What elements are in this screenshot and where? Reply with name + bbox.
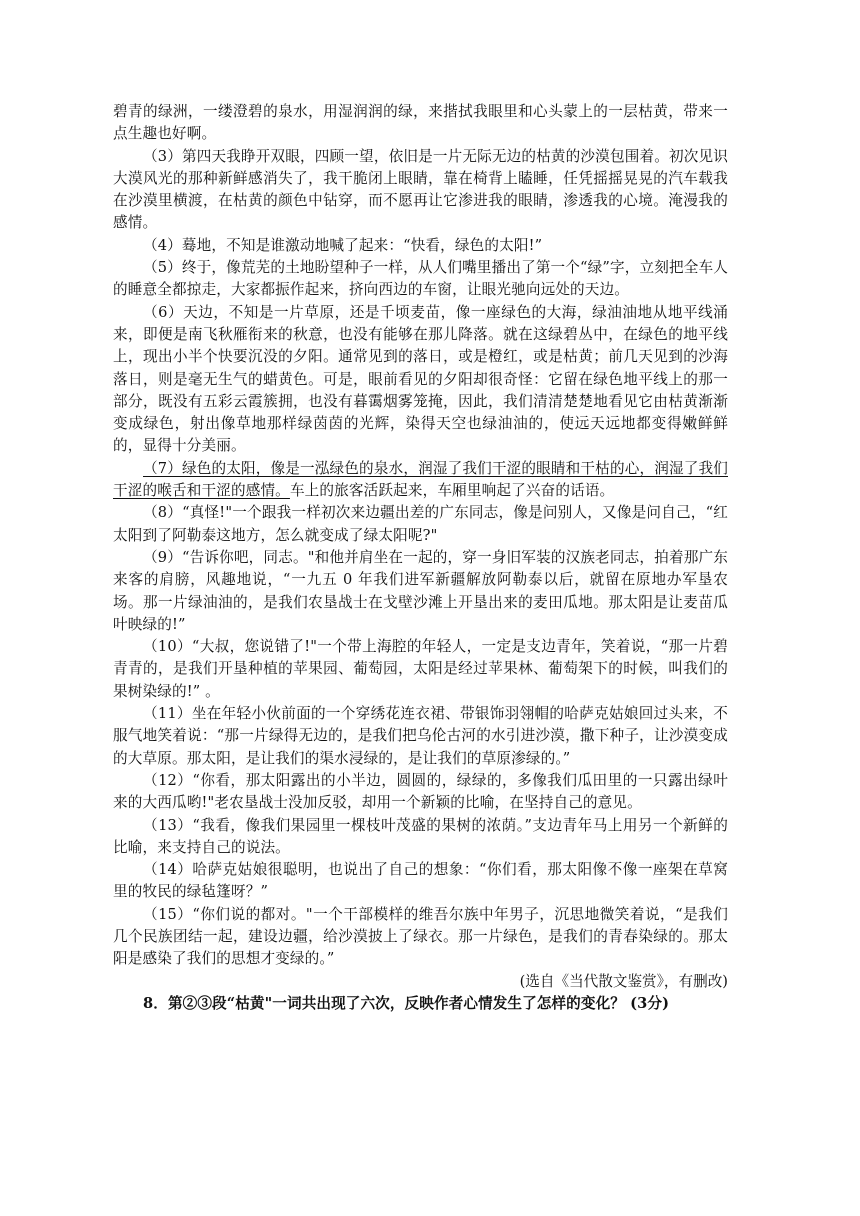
paragraph-6: （6）天边，不知是一片草原，还是千顷麦苗，像一座绿色的大海，绿油油地从地平线涌来，即便是南飞秋雁衔来的秋意，也没有能够在那儿降落。就在这绿碧丛中，在绿色的地平线上，现出小半个快要沉没的夕阳。通常见到的落日，或是橙红，或是枯黄；前几天见到的沙海落日，则是毫无生气的蜡黄色。可是，眼前看见的夕阳却很奇怪：它留在绿色地平线上的那一部分，既没有五彩云霞簇拥，也没有暮霭烟雾笼掩，因此，我们清清楚楚地看见它由枯黄渐渐变成绿色，射出像草地那样绿茵茵的光辉，染得天空也绿油油的，使远天远地都变得嫩鲜鲜的，显得十分美丽。 — [113, 303, 728, 455]
paragraph-5: （5）终于，像荒芜的土地盼望种子一样，从人们嘴里播出了第一个“绿”字，立刻把全车人的睡意全都掠走，大家都振作起来，挤向西边的车窗，让眼光驰向远处的天边。 — [113, 259, 728, 299]
paragraph-8: （8）“真怪!"一个跟我一样初次来边疆出差的广东同志，像是问别人，又像是问自己，“红太阳到了阿勒泰这地方，怎么就变成了绿太阳呢?" — [113, 504, 728, 544]
paragraph-9: （9）“告诉你吧，同志。"和他并肩坐在一起的，穿一身旧军装的汉族老同志，拍着那广东来客的肩膀，风趣地说，“一九五 0 年我们进军新疆解放阿勒泰以后，就留在原地办军垦农场。那一片绿油油的，是我们农垦战士在戈壁沙滩上开垦出来的麦田瓜地。那太阳是让麦苗瓜叶映绿的!” — [113, 548, 728, 633]
paragraph-14: （14）哈萨克姑娘很聪明，也说出了自己的想象：“你们看，那太阳像不像一座架在草窝里的牧民的绿毡篷呀？” — [113, 861, 728, 901]
paragraph-10: （10）“大叔，您说错了!"一个带上海腔的年轻人，一定是支边青年，笑着说，“那一片碧青青的，是我们开垦种植的苹果园、葡萄园，太阳是经过苹果林、葡萄架下的时候，叫我们的果树染绿的!” 。 — [113, 638, 728, 700]
paragraph-11: （11）坐在年轻小伙前面的一个穿绣花连衣裙、带银饰羽翎帽的哈萨克姑娘回过头来，不服气地笑着说：“那一片绿得无边的，是我们把乌伦古河的水引进沙漠，撒下种子，让沙漠变成的大草原。那太阳，是让我们的渠水浸绿的，是让我们的草原渗绿的。” — [113, 705, 728, 767]
paragraph-3: （3）第四天我睁开双眼，四顾一望，依旧是一片无际无边的枯黄的沙漠包围着。初次见识大漠风光的那种新鲜感消失了，我干脆闭上眼睛，靠在椅背上瞌睡，任凭摇摇晃晃的汽车载我在沙漠里横渡，在枯黄的颜色中钻穿，而不愿再让它渗进我的眼睛，渗透我的心境。淹漫我的感情。 — [113, 147, 728, 232]
underlined-sentence: （7）绿色的太阳，像是一泓绿色的泉水，润湿了我们干涩的眼睛和干枯的心，润湿了我们干涩的喉舌和干涩的感情。 — [113, 459, 728, 500]
paragraph-7 — [113, 458, 728, 503]
paragraph-7-rest: 车上的旅客活跃起来，车厢里响起了兴奋的话语。 — [289, 482, 615, 500]
source-citation: (选自《当代散文鉴赏》，有删改) — [519, 972, 728, 990]
paragraph-2-tail: 碧青的绿洲，一缕澄碧的泉水，用湿润润的绿，来揩拭我眼里和心头蒙上的一层枯黄，带来一点生趣也好啊。 — [113, 103, 728, 143]
paragraph-15: （15）“你们说的都对。"一个干部模样的维吾尔族中年男子，沉思地微笑着说，“是我们几个民族团结一起，建设边疆，给沙漠披上了绿衣。那一片绿色，是我们的青春染绿的。那太阳是感染了我们的思想才变绿的。” — [113, 905, 728, 968]
paragraph-12: （12）“你看，那太阳露出的小半边，圆圆的，绿绿的，多像我们瓜田里的一只露出绿叶来的大西瓜哟!"老农垦战士没加反驳，却用一个新颖的比喻，在坚持自己的意见。 — [113, 771, 728, 812]
question-8: 8．第②③段“枯黄"一词共出现了六次，反映作者心情发生了怎样的变化？ (3分) — [143, 994, 670, 1012]
paragraph-13: （13）“我看，像我们果园里一棵枝叶茂盛的果树的浓荫。”支边青年马上用另一个新鲜的比喻，来支持自己的说法。 — [113, 816, 728, 856]
paragraph-4: （4）蓦地，不知是谁激动地喊了起来：“快看，绿色的太阳!” — [143, 236, 543, 254]
document-body — [113, 101, 728, 1015]
